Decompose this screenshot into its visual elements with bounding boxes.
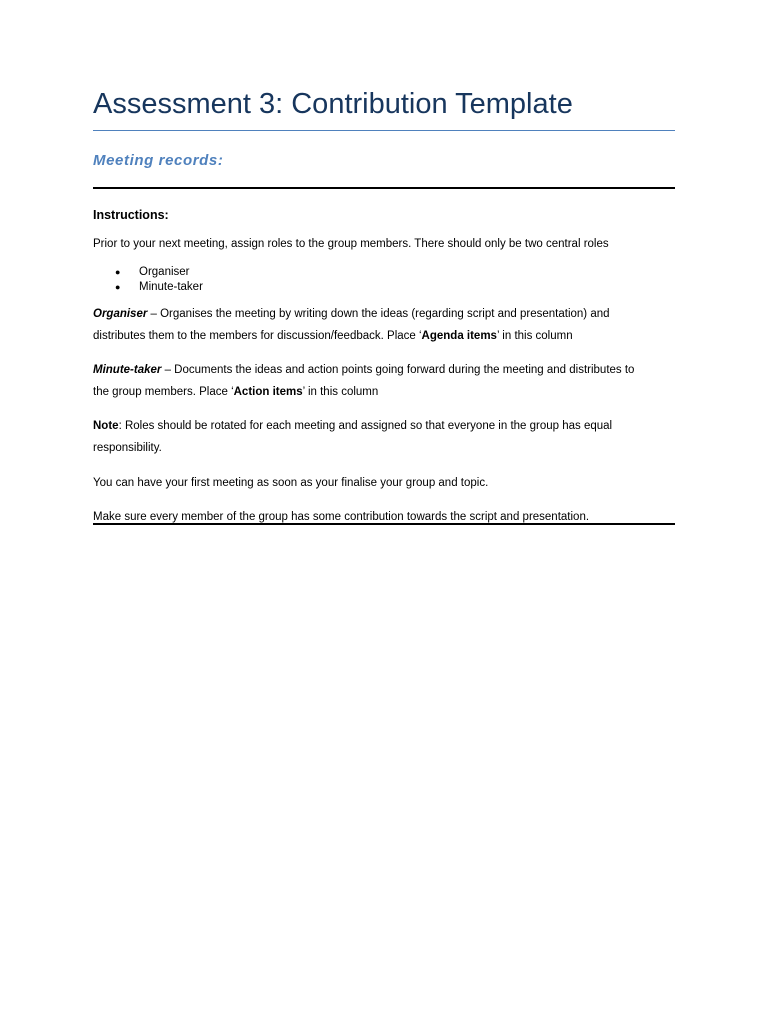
organiser-text: – Organises the meeting by writing down the ideas (regarding script and presentation) and — [147, 308, 610, 320]
note-label: Note — [93, 420, 119, 432]
minute-taker-text: the group members. Place ‘ — [93, 386, 234, 398]
note-line2: responsibility. — [93, 442, 162, 454]
note-line1 — [93, 415, 675, 437]
bullet-label: Minute-taker — [139, 281, 203, 293]
minute-taker-description-line1 — [93, 359, 675, 381]
contribution-text: Make sure every member of the group has some contribution towards the script and presentation. — [93, 511, 590, 523]
note-text: : Roles should be rotated for each meeting and assigned so that everyone in the group has equal — [118, 420, 613, 432]
instructions-box — [93, 187, 675, 525]
minute-taker-description-line2 — [93, 381, 675, 403]
bullet-icon: ● — [115, 282, 121, 292]
bullet-item-minute-taker — [115, 280, 203, 295]
minute-taker-term: Minute-taker — [93, 364, 162, 376]
bullet-item-organiser — [115, 265, 190, 280]
bullet-label: Organiser — [139, 266, 190, 278]
section-subtitle: Meeting records: — [93, 152, 224, 169]
action-items-emphasis: Action items — [233, 386, 303, 398]
first-meeting-text: You can have your first meeting as soon as your finalise your group and topic. — [93, 477, 489, 489]
bullet-icon: ● — [115, 267, 121, 277]
organiser-text: ’ in this column — [496, 330, 573, 342]
title-underline — [93, 130, 675, 131]
organiser-text: distributes them to the members for discussion/feedback. Place ‘ — [93, 330, 422, 342]
minute-taker-text: – Documents the ideas and action points going forward during the meeting and distributes to — [161, 364, 635, 376]
minute-taker-text: ’ in this column — [302, 386, 379, 398]
organiser-term: Organiser — [93, 308, 148, 320]
instructions-heading: Instructions: — [93, 208, 169, 222]
organiser-description-line1 — [93, 303, 675, 325]
agenda-items-emphasis: Agenda items — [421, 330, 497, 342]
instructions-intro: Prior to your next meeting, assign roles to the group members. There should only be two central roles — [93, 238, 609, 250]
organiser-description-line2 — [93, 325, 675, 347]
document-title: Assessment 3: Contribution Template — [93, 88, 573, 120]
